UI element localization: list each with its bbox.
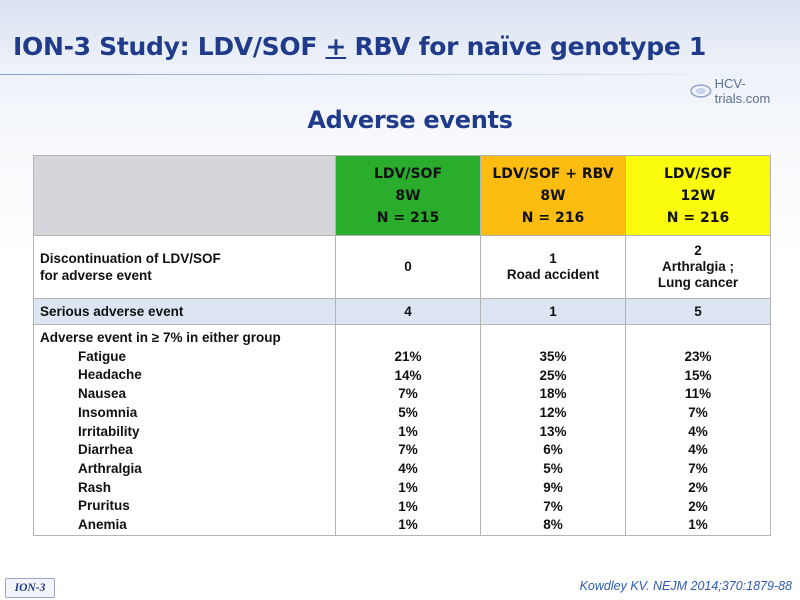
adverse-event-value: 7% (688, 461, 708, 477)
adverse-event-name: Nausea (78, 386, 127, 402)
adverse-events-values (481, 325, 626, 536)
header-line: N = 216 (666, 209, 730, 226)
table-row-adverse-events (34, 325, 771, 536)
value-line: Lung cancer (657, 275, 739, 290)
adverse-event-value: 11% (684, 386, 712, 402)
value-line: 2 (694, 243, 702, 258)
serious-value: 1 (481, 299, 626, 325)
adverse-event-value: 21% (394, 349, 422, 364)
adverse-event-value: 2% (688, 498, 708, 514)
adverse-events-heading: Adverse event in ≥ 7% in either group (40, 330, 281, 345)
adverse-events-list (78, 348, 335, 535)
adverse-event-value: 1% (398, 423, 418, 439)
adverse-event-value: 7% (543, 498, 563, 514)
discontinuation-label (34, 236, 336, 299)
title-plus: + (325, 32, 347, 61)
adverse-event-value: 8% (543, 517, 563, 533)
adverse-event-name: Arthralgia (78, 460, 142, 476)
adverse-event-value: 9% (543, 479, 563, 495)
adverse-event-name: Fatigue (78, 348, 127, 364)
header-line: LDV/SOF (663, 165, 733, 182)
hcv-trials-logo-icon (690, 84, 712, 98)
discontinuation-value (336, 236, 481, 299)
header-ldv-sof-8w (336, 156, 481, 236)
header-line: LDV/SOF (373, 165, 443, 182)
adverse-event-value: 15% (684, 367, 712, 383)
adverse-event-name: Diarrhea (78, 442, 133, 458)
subtitle: Adverse events (307, 106, 513, 134)
adverse-event-value: 18% (539, 386, 567, 402)
adverse-event-value: 5% (543, 461, 563, 477)
label-line: for adverse event (40, 268, 152, 283)
title-divider (0, 74, 690, 75)
adverse-event-value: 25% (539, 367, 567, 383)
title-text-after: RBV for naïve genotype 1 (346, 32, 707, 61)
adverse-event-value: 1% (688, 517, 708, 533)
adverse-event-value: 4% (398, 461, 418, 477)
adverse-event-value: 7% (398, 386, 418, 402)
study-badge: ION-3 (5, 578, 55, 598)
adverse-event-value: 7% (688, 405, 708, 421)
header-ldv-sof-rbv-8w (481, 156, 626, 236)
adverse-event-value: 7% (398, 442, 418, 458)
label-line: Discontinuation of LDV/SOF (40, 251, 221, 266)
value-line: 1 (549, 251, 557, 266)
adverse-event-value: 6% (543, 442, 563, 458)
adverse-event-value: 4% (688, 423, 708, 439)
adverse-events-table (33, 155, 771, 536)
adverse-event-name: Pruritus (78, 498, 130, 514)
adverse-event-name: Irritability (78, 423, 140, 439)
hcv-trials-logo (690, 76, 800, 106)
value-line: Road accident (506, 267, 600, 282)
header-line: LDV/SOF + RBV (492, 165, 614, 182)
adverse-event-value: 1% (398, 498, 418, 514)
adverse-event-value: 1% (398, 517, 418, 533)
serious-value: 4 (336, 299, 481, 325)
header-line: N = 215 (376, 209, 440, 226)
adverse-event-name: Anemia (78, 517, 127, 533)
header-line: 12W (680, 187, 716, 204)
serious-label: Serious adverse event (34, 299, 336, 325)
citation: Kowdley KV. NEJM 2014;370:1879-88 (579, 579, 792, 593)
adverse-event-value: 4% (688, 442, 708, 458)
header-line: 8W (395, 187, 421, 204)
adverse-event-value: 1% (398, 479, 418, 495)
adverse-events-values (626, 325, 771, 536)
value-line: Arthralgia ; (661, 259, 734, 274)
value-line: 0 (404, 259, 412, 274)
adverse-events-values (336, 325, 481, 536)
header-line: N = 216 (521, 209, 585, 226)
adverse-event-value: 5% (398, 405, 418, 421)
slide-title (13, 32, 706, 61)
adverse-event-name: Rash (78, 479, 112, 495)
serious-value: 5 (626, 299, 771, 325)
adverse-event-value: 35% (539, 349, 567, 364)
adverse-event-value: 14% (394, 367, 422, 383)
header-ldv-sof-12w (626, 156, 771, 236)
header-line: 8W (540, 187, 566, 204)
adverse-events-label-cell (34, 325, 336, 536)
discontinuation-value (626, 236, 771, 299)
header-empty-cell (34, 156, 336, 236)
table-row-discontinuation (34, 236, 771, 299)
adverse-event-value: 2% (688, 479, 708, 495)
title-text-before: ION-3 Study: LDV/SOF (13, 32, 326, 61)
table-row-serious (34, 299, 771, 325)
adverse-event-value: 23% (684, 349, 712, 364)
discontinuation-value (481, 236, 626, 299)
adverse-event-name: Headache (78, 367, 142, 383)
adverse-event-name: Insomnia (78, 404, 138, 420)
table-header-row (34, 156, 771, 236)
logo-text: HCV-trials.com (714, 76, 771, 106)
adverse-event-value: 12% (539, 405, 567, 421)
adverse-event-value: 13% (539, 423, 567, 439)
